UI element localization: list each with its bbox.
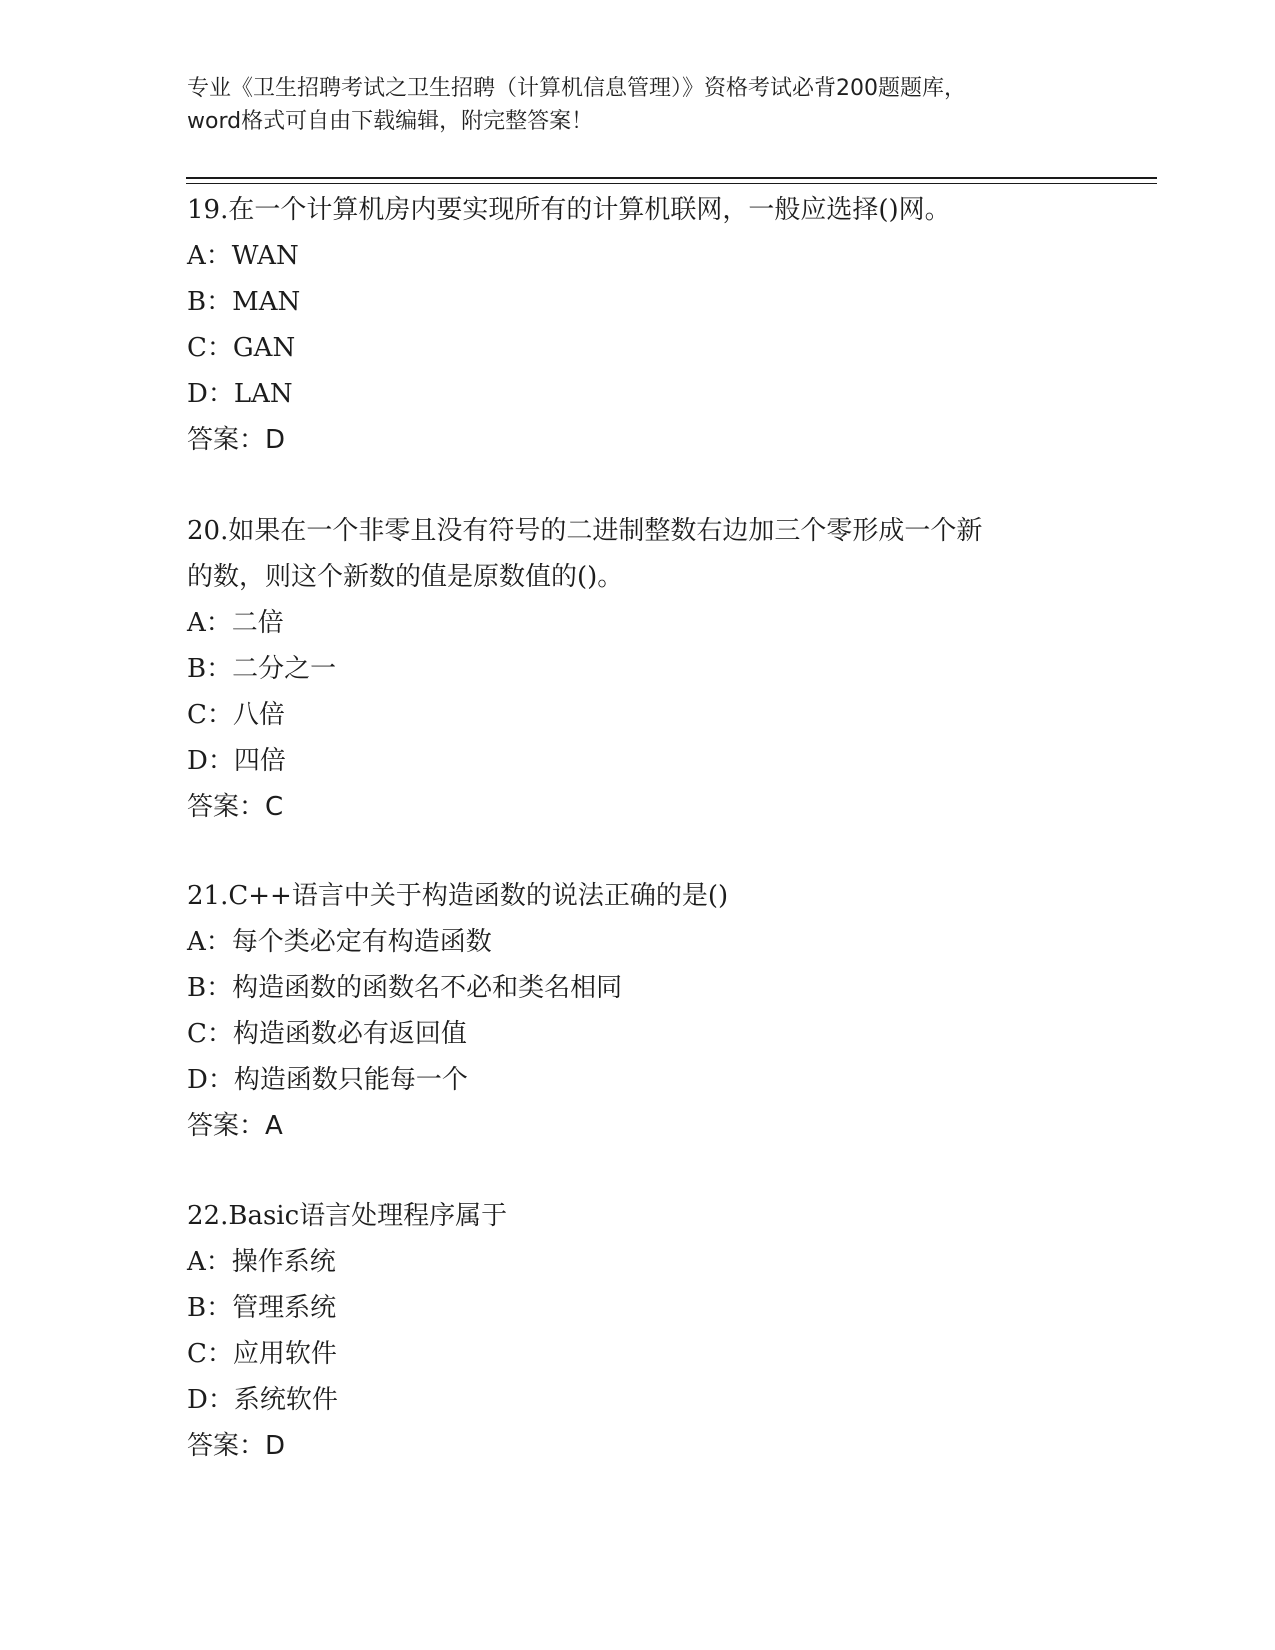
option-b: B：管理系统 [187,1293,337,1323]
question-20 [187,508,1087,830]
option-c: C：GAN [187,333,296,363]
document-header [187,72,1087,138]
option-d: D：四倍 [187,746,286,776]
option-c: C：八倍 [187,700,285,730]
answer: 答案：C [187,792,284,822]
answer: 答案：A [187,1111,283,1141]
option-c: C：应用软件 [187,1339,337,1369]
option-d: D：系统软件 [187,1385,338,1415]
question-stem: 19.在一个计算机房内要实现所有的计算机联网，一般应选择()网。 [187,195,951,225]
option-d: D：构造函数只能每一个 [187,1065,468,1095]
header-title-line-2: word格式可自由下载编辑，附完整答案！ [187,109,594,134]
question-stem: 22.Basic语言处理程序属于 [187,1201,508,1231]
option-a: A：操作系统 [187,1247,336,1277]
question-stem: 21.C++语言中关于构造函数的说法正确的是() [187,881,729,911]
option-a: A：每个类必定有构造函数 [187,927,492,957]
answer: 答案：D [187,425,286,455]
header-divider-thick [186,177,1157,179]
option-b: B：构造函数的函数名不必和类名相同 [187,973,623,1003]
option-b: B：MAN [187,287,301,317]
option-b: B：二分之一 [187,654,337,684]
option-a: A：二倍 [187,608,284,638]
option-a: A：WAN [187,241,299,271]
question-19 [187,187,1087,463]
option-d: D：LAN [187,379,293,409]
answer: 答案：D [187,1431,286,1461]
header-divider-thin [186,183,1157,184]
question-21 [187,873,1087,1149]
header-title-line-1: 专业《卫生招聘考试之卫生招聘（计算机信息管理）》资格考试必背200题题库， [187,76,966,101]
question-stem-line-1: 20.如果在一个非零且没有符号的二进制整数右边加三个零形成一个新 [187,516,983,546]
question-stem-line-2: 的数，则这个新数的值是原数值的()。 [187,562,624,592]
question-22 [187,1193,1087,1469]
option-c: C：构造函数必有返回值 [187,1019,467,1049]
